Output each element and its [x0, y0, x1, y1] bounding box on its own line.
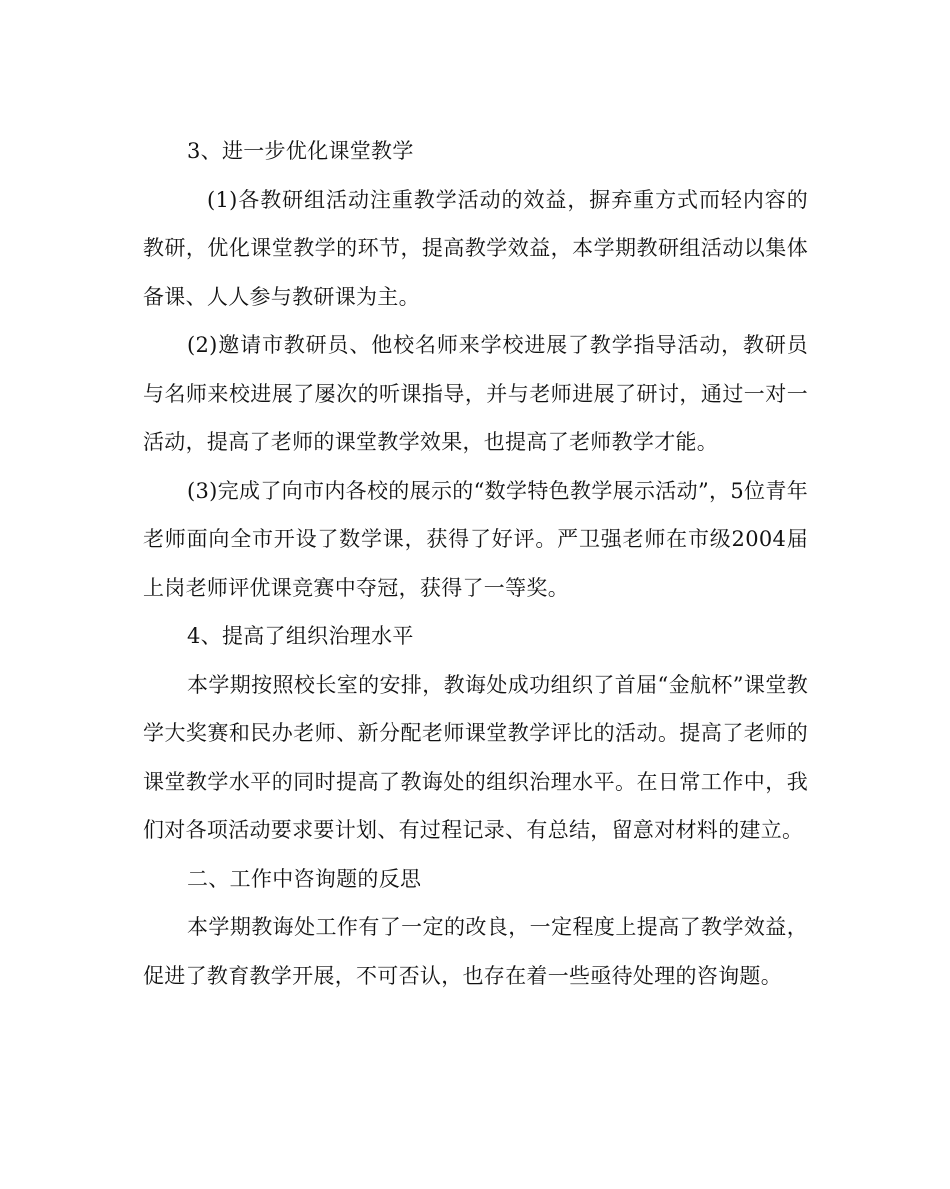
- paragraph-item-2: (2)邀请市教研员、他校名师来学校进展了教学指导活动，教研员与名师来校进展了屡次的听课指导，并与老师进展了研讨，通过一对一活动，提高了老师的课堂教学效果，也提高了老师教学才能。: [143, 333, 808, 454]
- section-heading-3: 3、进一步优化课堂教学: [187, 139, 414, 163]
- paragraph-reflection: 本学期教诲处工作有了一定的改良，一定程度上提高了教学效益，促进了教育教学开展，不可否认，也存在着一些亟待处理的咨询题。: [143, 915, 808, 988]
- paragraph-item-3: (3)完成了向市内各校的展示的“数学特色教学展示活动”，5位青年老师面向全市开设了数学课，获得了好评。严卫强老师在市级2004届上岗老师评优课竞赛中夺冠，获得了一等奖。: [143, 478, 808, 600]
- paragraph-item-1: (1)各教研组活动注重教学活动的效益，摒弃重方式而轻内容的教研，优化课堂教学的环节，提高教学效益，本学期教研组活动以集体备课、人人参与教研课为主。: [143, 187, 808, 309]
- document-body: [143, 127, 808, 1000]
- paragraph-management: 本学期按照校长室的安排，教诲处成功组织了首届“金航杯”课堂教学大奖赛和民办老师、新分配老师课堂教学评比的活动。提高了老师的课堂教学水平的同时提高了教诲处的组织治理水平。在日常工作中，我们对各项活动要求要计划、有过程记录、有总结，留意对材料的建立。: [143, 672, 808, 842]
- section-heading-reflection: 二、工作中咨询题的反思: [187, 866, 422, 891]
- section-heading-4: 4、提高了组织治理水平: [187, 624, 414, 648]
